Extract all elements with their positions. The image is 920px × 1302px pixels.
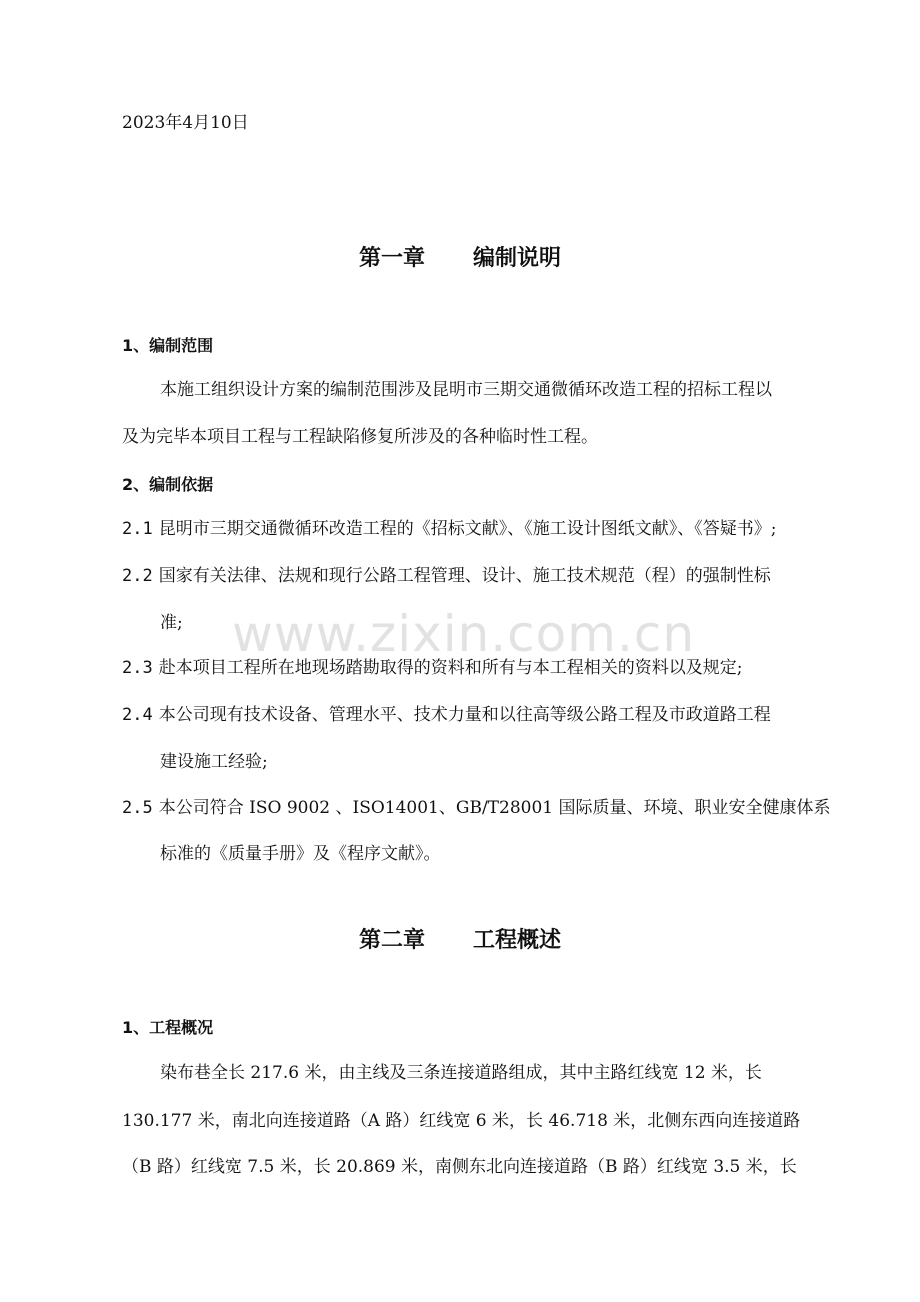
chapter-2-heading: [0, 926, 920, 956]
section-heading-scope: 1、编制范围: [122, 336, 214, 355]
item-number: 2.1: [122, 519, 153, 539]
watermark: www.zixin.com.cn: [232, 605, 696, 663]
item-number: 2.5: [122, 798, 153, 818]
chapter-2-label: 第二章: [358, 928, 425, 953]
paragraph-line: 染布巷全长 217.6 米，由主线及三条连接道路组成，其中主路红线宽 12 米，长: [160, 1063, 762, 1083]
item-number: 2.2: [122, 566, 153, 586]
paragraph-line: 130.177 米，南北向连接道路（A 路）红线宽 6 米，长 46.718 米，北侧东西向连接道路: [122, 1111, 801, 1131]
item-text: 本公司现有技术设备、管理水平、技术力量和以往高等级公路工程及市政道路工程: [158, 705, 771, 725]
basis-item-2-4: [122, 704, 771, 726]
section-heading-basis: 2、编制依据: [122, 475, 214, 494]
item-text: 本公司符合 ISO 9002 、ISO14001、GB/T28001 国际质量、环境、职业安全健康体系: [158, 798, 831, 818]
item-continuation: 建设施工经验;: [160, 752, 268, 772]
item-text: 国家有关法律、法规和现行公路工程管理、设计、施工技术规范（程）的强制性标: [158, 566, 771, 586]
basis-item-2-2: [122, 565, 771, 587]
item-text: 赴本项目工程所在地现场踏勘取得的资料和所有与本工程相关的资料以及规定;: [158, 658, 743, 678]
chapter-2-title: 工程概述: [473, 928, 562, 953]
item-number: 2.4: [122, 705, 153, 725]
paragraph-line: （B 路）红线宽 7.5 米，长 20.869 米，南侧东北向连接道路（B 路）红线宽 3.5 米，长: [122, 1157, 797, 1177]
item-number: 2.3: [122, 658, 153, 678]
basis-item-2-5: [122, 797, 831, 819]
chapter-1-title: 编制说明: [473, 246, 562, 271]
chapter-1-heading: [0, 244, 920, 274]
basis-item-2-1: [122, 518, 776, 540]
document-date: 2023年4月10日: [122, 113, 249, 133]
section-heading-overview: 1、工程概况: [122, 1018, 214, 1037]
chapter-1-label: 第一章: [358, 246, 425, 271]
paragraph-line: 及为完毕本项目工程与工程缺陷修复所涉及的各种临时性工程。: [122, 427, 598, 447]
item-continuation: 标准的《质量手册》及《程序文献》。: [160, 844, 441, 864]
paragraph-line: 本施工组织设计方案的编制范围涉及昆明市三期交通微循环改造工程的招标工程以: [160, 380, 772, 400]
item-continuation: 准;: [160, 613, 183, 633]
item-text: 昆明市三期交通微循环改造工程的《招标文献》、《施工设计图纸文献》、《答疑书》;: [158, 519, 777, 539]
